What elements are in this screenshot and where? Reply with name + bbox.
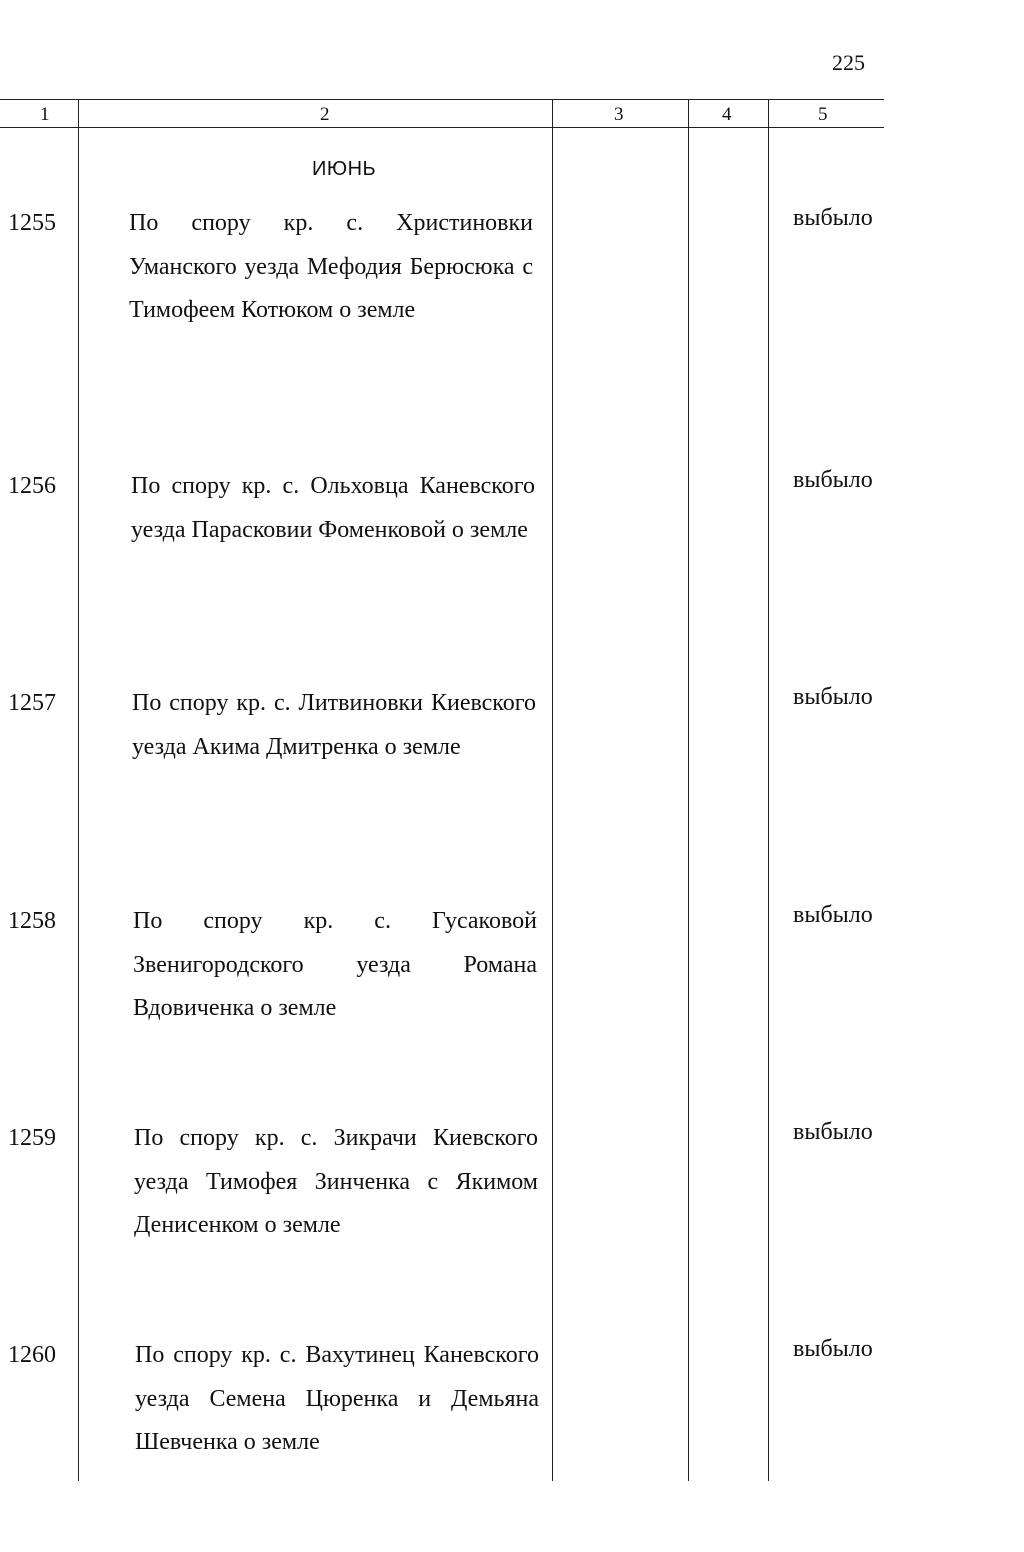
row-status: выбыло [793, 467, 873, 493]
row-number: 1255 [8, 210, 56, 236]
row-number: 1260 [8, 1342, 56, 1368]
row-description: По спору кр. с. Ольховца Каневского уезда Парасковии Фоменковой о земле [131, 473, 535, 543]
column-divider-4 [768, 99, 769, 1481]
row-description: По спору кр. с. Зикрачи Киевского уезда Тимофея Зинченка с Якимом Денисенком о земле [134, 1125, 538, 1238]
row-number: 1257 [8, 690, 56, 716]
column-header-4: 4 [722, 104, 732, 125]
column-divider-3 [688, 99, 689, 1481]
row-description: По спору кр. с. Христиновки Уманского уезда Мефодия Берюсюка с Тимофеем Котюком о земле [129, 210, 533, 323]
page-number: 225 [832, 50, 865, 75]
row-status: выбыло [793, 902, 873, 928]
column-header-5: 5 [818, 104, 828, 125]
row-number: 1256 [8, 473, 56, 499]
row-status: выбыло [793, 1119, 873, 1145]
column-header-2: 2 [320, 104, 330, 125]
column-divider-1 [78, 99, 79, 1481]
table-top-rule [0, 99, 884, 100]
table-header-rule [0, 127, 884, 128]
row-number: 1258 [8, 908, 56, 934]
row-status: выбыло [793, 684, 873, 710]
row-status: выбыло [793, 205, 873, 231]
row-status: выбыло [793, 1336, 873, 1362]
column-header-3: 3 [614, 104, 624, 125]
month-heading: ИЮНЬ [312, 158, 377, 180]
column-header-1: 1 [40, 104, 50, 125]
row-number: 1259 [8, 1125, 56, 1151]
column-divider-2 [552, 99, 553, 1481]
row-description: По спору кр. с. Литвиновки Киевского уезда Акима Дмитренка о земле [132, 690, 536, 760]
row-description: По спору кр. с. Вахутинец Каневского уезда Семена Цюренка и Демьяна Шевченка о земле [135, 1342, 539, 1455]
row-description: По спору кр. с. Гусаковой Звенигородского уезда Романа Вдовиченка о земле [133, 908, 537, 1021]
